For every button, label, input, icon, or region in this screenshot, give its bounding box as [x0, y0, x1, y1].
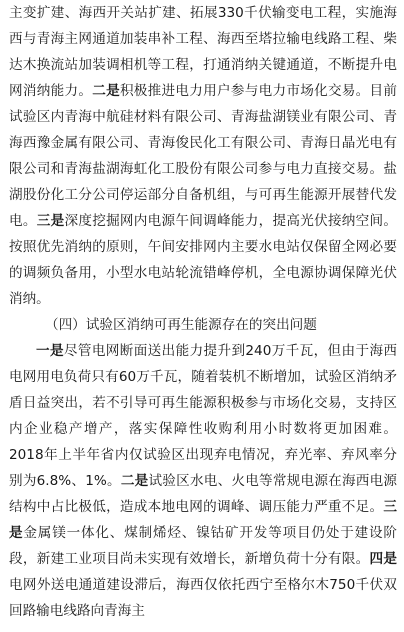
- paragraph-problems: [9, 338, 397, 624]
- keyword-first: 一是: [36, 343, 64, 359]
- keyword-second: 二是: [92, 83, 120, 99]
- text-segment: 积极推进电力用户参与电力市场化交易。目前试验区内青海中航硅材料有限公司、青海盐湖镁业有限公司、青海西豫金属有限公司、青海俊民化工有限公司、青海日晶光电有限公司和青海盐湖海虹化工股份有限公司参与电力直接交易。盐湖股份化工分公司停运部分自备机组，与可再生能源开展替代发电。: [9, 83, 398, 229]
- text-segment: 主变扩建、海西开关站扩建、拓展330千伏输变电工程，实施海西与青海主网通道加装串补工程、海西至塔拉输电线路工程、柴达木换流站加装调相机等工程，打通消纳关键通道，不断提升电网消纳能力。: [9, 5, 397, 99]
- text-segment: 金属镁一体化、煤制烯烃、镍钴矿开发等项目仍处于建设阶段，新建工业项目尚未实现有效增长，新增负荷十分有限。: [9, 525, 398, 567]
- text-segment: 电网外送电通道建设滞后，海西仅依托西宁至格尔木750千伏双回路输电线路向青海主: [9, 577, 397, 619]
- text-segment: 试验区水电、火电等常规电源在海西电源结构中占比极低，造成本地电网的调峰、调压能力严重不足。: [9, 473, 398, 515]
- keyword-third: 三是: [9, 499, 397, 541]
- keyword-second: 二是: [120, 473, 149, 489]
- keyword-third: 三是: [36, 213, 65, 229]
- document-page: [9, 0, 397, 624]
- text-segment: 深度挖掘网内电源午间调峰能力，提高光伏接纳空间。按照优先消纳的原则，午间安排网内主要水电站仅保留全网必要的调频负备用，小型水电站轮流错峰停机，全电源协调保障光伏消纳。: [9, 213, 397, 307]
- section-heading: [9, 312, 397, 338]
- paragraph-measures-continued: [9, 0, 397, 312]
- keyword-fourth: 四是: [369, 551, 398, 567]
- section-heading-text: （四）试验区消纳可再生能源存在的突出问题: [45, 317, 317, 333]
- text-segment: 尽管电网断面送出能力提升到240万千瓦，但由于海西电网用电负荷只有60万千瓦，随着装机不断增加，试验区消纳矛盾日益突出，若不引导可再生能源积极参与市场化交易，支持区内企业稳产增产，落实保障性收购利用小时数将更加困难。2018年上半年省内仅试验区出现弃电情况，弃光率、弃风率分别为6.8%、1%。: [9, 343, 397, 489]
